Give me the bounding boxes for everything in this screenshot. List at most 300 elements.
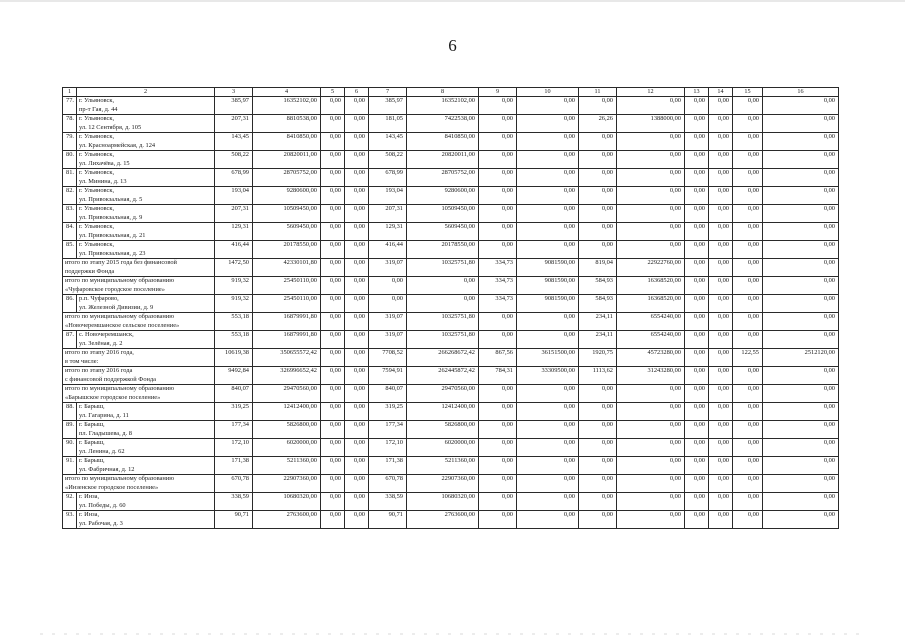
value-cell-col8: 10325751,80	[407, 331, 479, 349]
value-cell-col4: 5826800,00	[253, 421, 321, 439]
table-row	[63, 403, 839, 421]
value-cell-col7: 181,05	[369, 115, 407, 133]
summary-row	[63, 475, 839, 493]
value-cell-col3: 553,18	[215, 313, 253, 331]
value-cell-col3: 553,18	[215, 331, 253, 349]
table-row	[63, 295, 839, 313]
row-number: 79.	[63, 133, 77, 151]
summary-label	[63, 277, 215, 295]
value-cell-col5: 0,00	[321, 169, 345, 187]
value-cell-col4: 8410850,00	[253, 133, 321, 151]
value-cell-col10: 9081590,00	[517, 295, 579, 313]
value-cell-col13: 0,00	[685, 385, 709, 403]
value-cell-col7: 319,07	[369, 331, 407, 349]
value-cell-col9: 0,00	[479, 439, 517, 457]
address-street: ул. Привокзальная, д. 21	[79, 231, 146, 239]
address-street: ул. Минина, д. 13	[79, 177, 127, 185]
value-cell-col13: 0,00	[685, 439, 709, 457]
summary-label-line1: итого по этапу 2015 года без финансовой	[65, 259, 177, 266]
value-cell-col6: 0,00	[345, 385, 369, 403]
value-cell-col4: 42330101,80	[253, 259, 321, 277]
summary-label	[63, 475, 215, 493]
table-body	[63, 88, 839, 529]
value-cell-col8: 2763600,00	[407, 511, 479, 529]
value-cell-col13: 0,00	[685, 475, 709, 493]
summary-label-line1: итого по муниципальному образованию	[65, 475, 175, 482]
value-cell-col4: 10680320,00	[253, 493, 321, 511]
value-cell-col15: 0,00	[733, 241, 763, 259]
row-number: 77.	[63, 97, 77, 115]
value-cell-col11: 0,00	[579, 511, 617, 529]
value-cell-col13: 0,00	[685, 313, 709, 331]
value-cell-col12: 6554240,00	[617, 331, 685, 349]
value-cell-col9: 0,00	[479, 475, 517, 493]
address-cell	[77, 439, 215, 457]
table-row	[63, 97, 839, 115]
table-row	[63, 133, 839, 151]
value-cell-col10: 0,00	[517, 403, 579, 421]
value-cell-col15: 0,00	[733, 313, 763, 331]
value-cell-col11: 0,00	[579, 241, 617, 259]
value-cell-col14: 0,00	[709, 367, 733, 385]
value-cell-col9: 0,00	[479, 403, 517, 421]
value-cell-col15: 0,00	[733, 259, 763, 277]
address-street: ул. Фабричная, д. 12	[79, 465, 135, 473]
value-cell-col14: 0,00	[709, 403, 733, 421]
value-cell-col16: 0,00	[763, 511, 839, 529]
value-cell-col16: 0,00	[763, 403, 839, 421]
value-cell-col14: 0,00	[709, 187, 733, 205]
table-row	[63, 331, 839, 349]
value-cell-col10: 0,00	[517, 241, 579, 259]
value-cell-col16: 0,00	[763, 457, 839, 475]
value-cell-col9: 0,00	[479, 421, 517, 439]
value-cell-col9: 0,00	[479, 115, 517, 133]
value-cell-col12: 16368520,00	[617, 277, 685, 295]
value-cell-col8: 10325751,80	[407, 259, 479, 277]
row-number: 87.	[63, 331, 77, 349]
value-cell-col5: 0,00	[321, 331, 345, 349]
value-cell-col9: 0,00	[479, 313, 517, 331]
value-cell-col15: 0,00	[733, 331, 763, 349]
row-number: 78.	[63, 115, 77, 133]
value-cell-col13: 0,00	[685, 511, 709, 529]
value-cell-col10: 0,00	[517, 511, 579, 529]
value-cell-col9: 0,00	[479, 205, 517, 223]
value-cell-col16: 0,00	[763, 133, 839, 151]
value-cell-col13: 0,00	[685, 205, 709, 223]
value-cell-col9: 867,56	[479, 349, 517, 367]
value-cell-col7: 416,44	[369, 241, 407, 259]
value-cell-col12: 0,00	[617, 403, 685, 421]
row-number: 80.	[63, 151, 77, 169]
value-cell-col15: 0,00	[733, 367, 763, 385]
table-row	[63, 115, 839, 133]
summary-label-line2: «Чуфаровское городское поселение»	[65, 285, 165, 293]
value-cell-col13: 0,00	[685, 421, 709, 439]
summary-label	[63, 313, 215, 331]
value-cell-col3: 1472,50	[215, 259, 253, 277]
header-cell-11: 11	[579, 88, 617, 97]
value-cell-col12: 0,00	[617, 97, 685, 115]
value-cell-col9: 334,73	[479, 277, 517, 295]
value-cell-col8: 7422538,00	[407, 115, 479, 133]
header-cell-10: 10	[517, 88, 579, 97]
address-cell	[77, 97, 215, 115]
value-cell-col8: 28705752,00	[407, 169, 479, 187]
value-cell-col16: 0,00	[763, 241, 839, 259]
header-cell-1: 1	[63, 88, 77, 97]
value-cell-col10: 0,00	[517, 151, 579, 169]
address-cell	[77, 169, 215, 187]
value-cell-col6: 0,00	[345, 259, 369, 277]
value-cell-col7: 0,00	[369, 277, 407, 295]
value-cell-col8: 5826800,00	[407, 421, 479, 439]
value-cell-col7: 678,99	[369, 169, 407, 187]
table-row	[63, 511, 839, 529]
address-street: пл. Гладышева, д. 8	[79, 429, 132, 437]
value-cell-col7: 193,04	[369, 187, 407, 205]
value-cell-col11: 584,93	[579, 277, 617, 295]
value-cell-col15: 0,00	[733, 403, 763, 421]
value-cell-col7: 319,07	[369, 259, 407, 277]
address-street: ул. Гагарина, д. 11	[79, 411, 129, 419]
value-cell-col3: 919,32	[215, 277, 253, 295]
address-locality: г. Ульяновск,	[79, 97, 115, 104]
value-cell-col3: 10619,38	[215, 349, 253, 367]
value-cell-col7: 7594,91	[369, 367, 407, 385]
header-cell-3: 3	[215, 88, 253, 97]
value-cell-col15: 0,00	[733, 187, 763, 205]
value-cell-col11: 0,00	[579, 151, 617, 169]
value-cell-col16: 2512120,00	[763, 349, 839, 367]
value-cell-col7: 385,97	[369, 97, 407, 115]
value-cell-col3: 90,71	[215, 511, 253, 529]
value-cell-col13: 0,00	[685, 241, 709, 259]
value-cell-col13: 0,00	[685, 133, 709, 151]
summary-label	[63, 349, 215, 367]
value-cell-col9: 0,00	[479, 97, 517, 115]
value-cell-col9: 0,00	[479, 511, 517, 529]
value-cell-col8: 5609450,00	[407, 223, 479, 241]
value-cell-col14: 0,00	[709, 205, 733, 223]
value-cell-col6: 0,00	[345, 187, 369, 205]
value-cell-col12: 0,00	[617, 439, 685, 457]
value-cell-col6: 0,00	[345, 241, 369, 259]
value-cell-col11: 234,11	[579, 331, 617, 349]
row-number: 93.	[63, 511, 77, 529]
value-cell-col11: 0,00	[579, 133, 617, 151]
value-cell-col3: 193,04	[215, 187, 253, 205]
value-cell-col8: 0,00	[407, 295, 479, 313]
address-cell	[77, 205, 215, 223]
value-cell-col13: 0,00	[685, 349, 709, 367]
value-cell-col12: 31243280,00	[617, 367, 685, 385]
value-cell-col8: 0,00	[407, 277, 479, 295]
address-locality: г. Инза,	[79, 511, 100, 518]
value-cell-col5: 0,00	[321, 115, 345, 133]
value-cell-col15: 0,00	[733, 475, 763, 493]
address-cell	[77, 457, 215, 475]
address-cell	[77, 295, 215, 313]
header-cell-15: 15	[733, 88, 763, 97]
value-cell-col11: 0,00	[579, 403, 617, 421]
value-cell-col15: 0,00	[733, 511, 763, 529]
value-cell-col10: 0,00	[517, 223, 579, 241]
summary-label	[63, 259, 215, 277]
summary-row	[63, 259, 839, 277]
header-cell-7: 7	[369, 88, 407, 97]
value-cell-col15: 0,00	[733, 205, 763, 223]
summary-row	[63, 313, 839, 331]
value-cell-col6: 0,00	[345, 97, 369, 115]
value-cell-col16: 0,00	[763, 223, 839, 241]
value-cell-col4: 16879991,80	[253, 331, 321, 349]
value-cell-col6: 0,00	[345, 313, 369, 331]
value-cell-col3: 319,25	[215, 403, 253, 421]
header-cell-8: 8	[407, 88, 479, 97]
value-cell-col4: 16879991,80	[253, 313, 321, 331]
value-cell-col3: 670,78	[215, 475, 253, 493]
summary-label-line1: итого по муниципальному образованию	[65, 385, 175, 392]
address-locality: р.п. Чуфарово,	[79, 295, 119, 302]
value-cell-col8: 6020000,00	[407, 439, 479, 457]
row-number: 91.	[63, 457, 77, 475]
address-locality: г. Барыш,	[79, 457, 105, 464]
table-row	[63, 439, 839, 457]
value-cell-col4: 28705752,00	[253, 169, 321, 187]
value-cell-col5: 0,00	[321, 457, 345, 475]
address-locality: г. Барыш,	[79, 439, 105, 446]
value-cell-col3: 416,44	[215, 241, 253, 259]
value-cell-col14: 0,00	[709, 475, 733, 493]
address-locality: г. Ульяновск,	[79, 205, 115, 212]
value-cell-col13: 0,00	[685, 367, 709, 385]
value-cell-col11: 584,93	[579, 295, 617, 313]
value-cell-col10: 9081590,00	[517, 259, 579, 277]
value-cell-col7: 319,25	[369, 403, 407, 421]
value-cell-col11: 234,11	[579, 313, 617, 331]
value-cell-col7: 670,78	[369, 475, 407, 493]
summary-row	[63, 385, 839, 403]
value-cell-col13: 0,00	[685, 223, 709, 241]
value-cell-col8: 29470560,00	[407, 385, 479, 403]
summary-label-line2: «Инзенское городское поселение»	[65, 483, 159, 491]
value-cell-col14: 0,00	[709, 151, 733, 169]
value-cell-col13: 0,00	[685, 97, 709, 115]
value-cell-col14: 0,00	[709, 223, 733, 241]
table-row	[63, 457, 839, 475]
address-cell	[77, 223, 215, 241]
value-cell-col5: 0,00	[321, 223, 345, 241]
value-cell-col4: 16352102,00	[253, 97, 321, 115]
value-cell-col8: 9280600,00	[407, 187, 479, 205]
value-cell-col10: 33309500,00	[517, 367, 579, 385]
row-number: 92.	[63, 493, 77, 511]
value-cell-col10: 0,00	[517, 385, 579, 403]
value-cell-col14: 0,00	[709, 511, 733, 529]
value-cell-col13: 0,00	[685, 169, 709, 187]
value-cell-col7: 172,10	[369, 439, 407, 457]
value-cell-col16: 0,00	[763, 439, 839, 457]
value-cell-col12: 1388000,00	[617, 115, 685, 133]
value-cell-col14: 0,00	[709, 313, 733, 331]
value-cell-col9: 0,00	[479, 133, 517, 151]
value-cell-col6: 0,00	[345, 331, 369, 349]
value-cell-col8: 262445872,42	[407, 367, 479, 385]
row-number: 82.	[63, 187, 77, 205]
value-cell-col16: 0,00	[763, 187, 839, 205]
header-cell-5: 5	[321, 88, 345, 97]
value-cell-col6: 0,00	[345, 205, 369, 223]
value-cell-col3: 129,31	[215, 223, 253, 241]
row-number: 88.	[63, 403, 77, 421]
value-cell-col9: 0,00	[479, 457, 517, 475]
value-cell-col14: 0,00	[709, 133, 733, 151]
value-cell-col12: 6554240,00	[617, 313, 685, 331]
value-cell-col11: 0,00	[579, 421, 617, 439]
value-cell-col10: 0,00	[517, 187, 579, 205]
value-cell-col11: 0,00	[579, 493, 617, 511]
value-cell-col7: 338,59	[369, 493, 407, 511]
value-cell-col9: 0,00	[479, 241, 517, 259]
value-cell-col6: 0,00	[345, 133, 369, 151]
address-street: ул. 12 Сентября, д. 105	[79, 123, 142, 131]
address-street: ул. Красноармейская, д. 124	[79, 141, 156, 149]
value-cell-col6: 0,00	[345, 475, 369, 493]
value-cell-col10: 0,00	[517, 421, 579, 439]
summary-label-line1: итого по муниципальному образованию	[65, 277, 175, 284]
value-cell-col10: 0,00	[517, 439, 579, 457]
address-cell	[77, 241, 215, 259]
value-cell-col5: 0,00	[321, 511, 345, 529]
value-cell-col11: 1113,62	[579, 367, 617, 385]
table-row	[63, 241, 839, 259]
value-cell-col3: 919,32	[215, 295, 253, 313]
header-cell-9: 9	[479, 88, 517, 97]
address-street: ул. Ленина, д. 62	[79, 447, 125, 455]
value-cell-col9: 334,73	[479, 295, 517, 313]
value-cell-col3: 338,59	[215, 493, 253, 511]
value-cell-col3: 177,34	[215, 421, 253, 439]
value-cell-col7: 171,38	[369, 457, 407, 475]
value-cell-col13: 0,00	[685, 331, 709, 349]
value-cell-col5: 0,00	[321, 295, 345, 313]
value-cell-col12: 22922760,00	[617, 259, 685, 277]
value-cell-col6: 0,00	[345, 457, 369, 475]
scan-edge	[0, 0, 905, 2]
header-cell-13: 13	[685, 88, 709, 97]
value-cell-col9: 784,31	[479, 367, 517, 385]
value-cell-col12: 16368520,00	[617, 295, 685, 313]
table-row	[63, 223, 839, 241]
value-cell-col10: 0,00	[517, 475, 579, 493]
scan-noise	[0, 628, 905, 640]
value-cell-col5: 0,00	[321, 259, 345, 277]
value-cell-col8: 20820011,00	[407, 151, 479, 169]
value-cell-col5: 0,00	[321, 493, 345, 511]
value-cell-col11: 26,26	[579, 115, 617, 133]
value-cell-col8: 10325751,80	[407, 313, 479, 331]
value-cell-col7: 143,45	[369, 133, 407, 151]
value-cell-col4: 6020000,00	[253, 439, 321, 457]
summary-label	[63, 385, 215, 403]
value-cell-col11: 0,00	[579, 205, 617, 223]
value-cell-col9: 0,00	[479, 151, 517, 169]
value-cell-col5: 0,00	[321, 367, 345, 385]
value-cell-col13: 0,00	[685, 457, 709, 475]
value-cell-col12: 0,00	[617, 493, 685, 511]
value-cell-col3: 9492,84	[215, 367, 253, 385]
value-cell-col10: 36151500,00	[517, 349, 579, 367]
value-cell-col4: 25450110,00	[253, 277, 321, 295]
value-cell-col4: 12412400,00	[253, 403, 321, 421]
value-cell-col12: 0,00	[617, 241, 685, 259]
address-cell	[77, 115, 215, 133]
value-cell-col12: 0,00	[617, 385, 685, 403]
value-cell-col16: 0,00	[763, 367, 839, 385]
value-cell-col3: 840,07	[215, 385, 253, 403]
value-cell-col11: 0,00	[579, 439, 617, 457]
value-cell-col3: 207,31	[215, 115, 253, 133]
value-cell-col14: 0,00	[709, 169, 733, 187]
value-cell-col14: 0,00	[709, 349, 733, 367]
summary-label-line1: итого по этапу 2016 года,	[65, 349, 134, 356]
value-cell-col3: 143,45	[215, 133, 253, 151]
value-cell-col7: 508,22	[369, 151, 407, 169]
address-locality: г. Ульяновск,	[79, 115, 115, 122]
value-cell-col11: 0,00	[579, 457, 617, 475]
address-street: пр-т Гая, д. 44	[79, 105, 118, 113]
value-cell-col12: 45723280,00	[617, 349, 685, 367]
value-cell-col14: 0,00	[709, 439, 733, 457]
value-cell-col16: 0,00	[763, 493, 839, 511]
value-cell-col15: 0,00	[733, 223, 763, 241]
value-cell-col6: 0,00	[345, 277, 369, 295]
header-row	[63, 88, 839, 97]
value-cell-col14: 0,00	[709, 277, 733, 295]
page-number: 6	[448, 36, 457, 55]
row-number: 81.	[63, 169, 77, 187]
value-cell-col15: 0,00	[733, 439, 763, 457]
value-cell-col16: 0,00	[763, 385, 839, 403]
value-cell-col16: 0,00	[763, 151, 839, 169]
table-row	[63, 205, 839, 223]
value-cell-col15: 0,00	[733, 421, 763, 439]
value-cell-col7: 90,71	[369, 511, 407, 529]
value-cell-col15: 0,00	[733, 457, 763, 475]
header-cell-6: 6	[345, 88, 369, 97]
value-cell-col4: 10509450,00	[253, 205, 321, 223]
value-cell-col10: 0,00	[517, 457, 579, 475]
value-cell-col5: 0,00	[321, 97, 345, 115]
value-cell-col4: 20178550,00	[253, 241, 321, 259]
value-cell-col3: 678,99	[215, 169, 253, 187]
value-cell-col9: 0,00	[479, 223, 517, 241]
value-cell-col16: 0,00	[763, 421, 839, 439]
value-cell-col15: 0,00	[733, 277, 763, 295]
value-cell-col10: 0,00	[517, 115, 579, 133]
value-cell-col13: 0,00	[685, 259, 709, 277]
value-cell-col14: 0,00	[709, 115, 733, 133]
value-cell-col15: 122,55	[733, 349, 763, 367]
row-number: 85.	[63, 241, 77, 259]
value-cell-col9: 334,73	[479, 259, 517, 277]
value-cell-col16: 0,00	[763, 313, 839, 331]
header-cell-12: 12	[617, 88, 685, 97]
value-cell-col5: 0,00	[321, 313, 345, 331]
value-cell-col16: 0,00	[763, 475, 839, 493]
